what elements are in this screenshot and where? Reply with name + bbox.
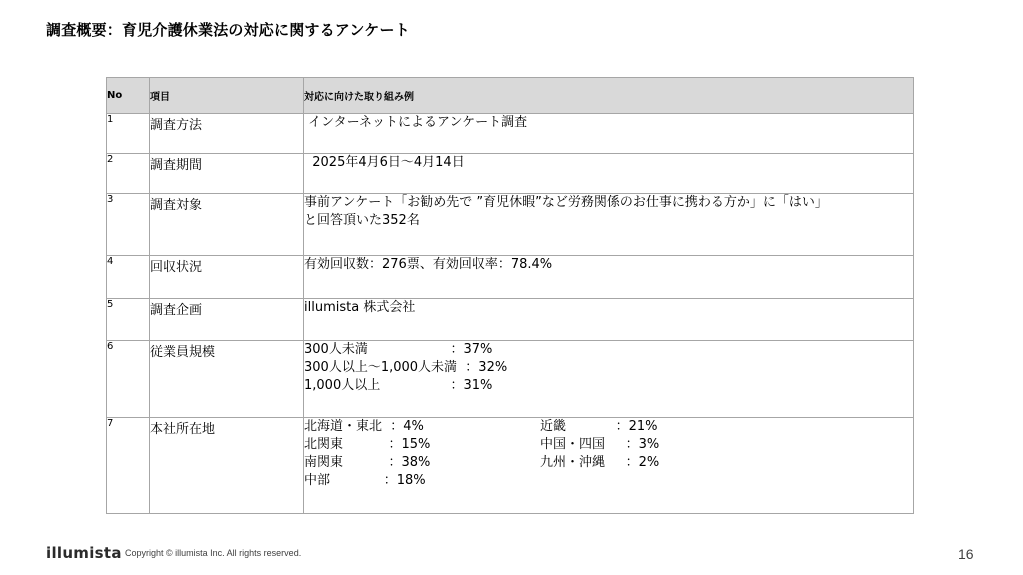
- row-detail: 有効回収数：276票、有効回収率：78.4%: [304, 256, 914, 299]
- row-number: 2: [107, 154, 150, 194]
- row-detail: [304, 341, 914, 418]
- copyright-notice: Copyright © illumista Inc. All rights reserved.: [125, 548, 302, 558]
- row-item: 調査対象: [150, 194, 304, 256]
- region-line: 九州・沖縄 ：2%: [540, 455, 660, 470]
- row-number: 6: [107, 341, 150, 418]
- page-number: 16: [958, 546, 974, 562]
- table-row: [107, 299, 914, 341]
- table-row: [107, 114, 914, 154]
- survey-overview-table: [106, 77, 914, 514]
- detail-line: 1,000人以上 ：31%: [304, 378, 493, 393]
- header-no: No: [107, 78, 150, 114]
- page-title: 調査概要：育児介護休業法の対応に関するアンケート: [46, 21, 410, 39]
- detail-line: 300人未満 ：37%: [304, 342, 493, 357]
- table-row: [107, 256, 914, 299]
- row-item: 本社所在地: [150, 418, 304, 514]
- header-item: 項目: [150, 78, 304, 114]
- region-line: 北海道・東北 ：4%: [304, 419, 424, 434]
- row-number: 4: [107, 256, 150, 299]
- table-row: [107, 194, 914, 256]
- row-number: 1: [107, 114, 150, 154]
- detail-line: と回答頂いた352名: [304, 213, 420, 228]
- row-detail: インターネットによるアンケート調査: [304, 114, 914, 154]
- row-number: 3: [107, 194, 150, 256]
- company-logo: illumista: [46, 544, 122, 562]
- region-column-left: [304, 418, 540, 490]
- row-item: 調査方法: [150, 114, 304, 154]
- row-item: 従業員規模: [150, 341, 304, 418]
- row-detail: illumista 株式会社: [304, 299, 914, 341]
- table-row: [107, 418, 914, 514]
- row-number: 7: [107, 418, 150, 514]
- region-columns: [304, 418, 913, 490]
- detail-line: 事前アンケート「お勧め先で ”育児休暇”など労務関係のお仕事に携わる方か」に「はい」: [304, 195, 828, 210]
- row-item: 調査期間: [150, 154, 304, 194]
- header-detail: 対応に向けた取り組み例: [304, 78, 914, 114]
- row-detail: [304, 418, 914, 514]
- table-header-row: [107, 78, 914, 114]
- detail-line: 300人以上～1,000人未満 ：32%: [304, 360, 508, 375]
- region-line: 中国・四国 ：3%: [540, 437, 660, 452]
- row-item: 調査企画: [150, 299, 304, 341]
- table-row: [107, 341, 914, 418]
- row-detail: 2025年4月6日～4月14日: [304, 154, 914, 194]
- region-line: 中部 ：18%: [304, 473, 426, 488]
- row-number: 5: [107, 299, 150, 341]
- table-row: [107, 154, 914, 194]
- region-column-right: [540, 418, 659, 490]
- region-line: 南関東 ：38%: [304, 455, 431, 470]
- row-item: 回収状況: [150, 256, 304, 299]
- row-detail: [304, 194, 914, 256]
- region-line: 北関東 ：15%: [304, 437, 431, 452]
- region-line: 近畿 ：21%: [540, 419, 658, 434]
